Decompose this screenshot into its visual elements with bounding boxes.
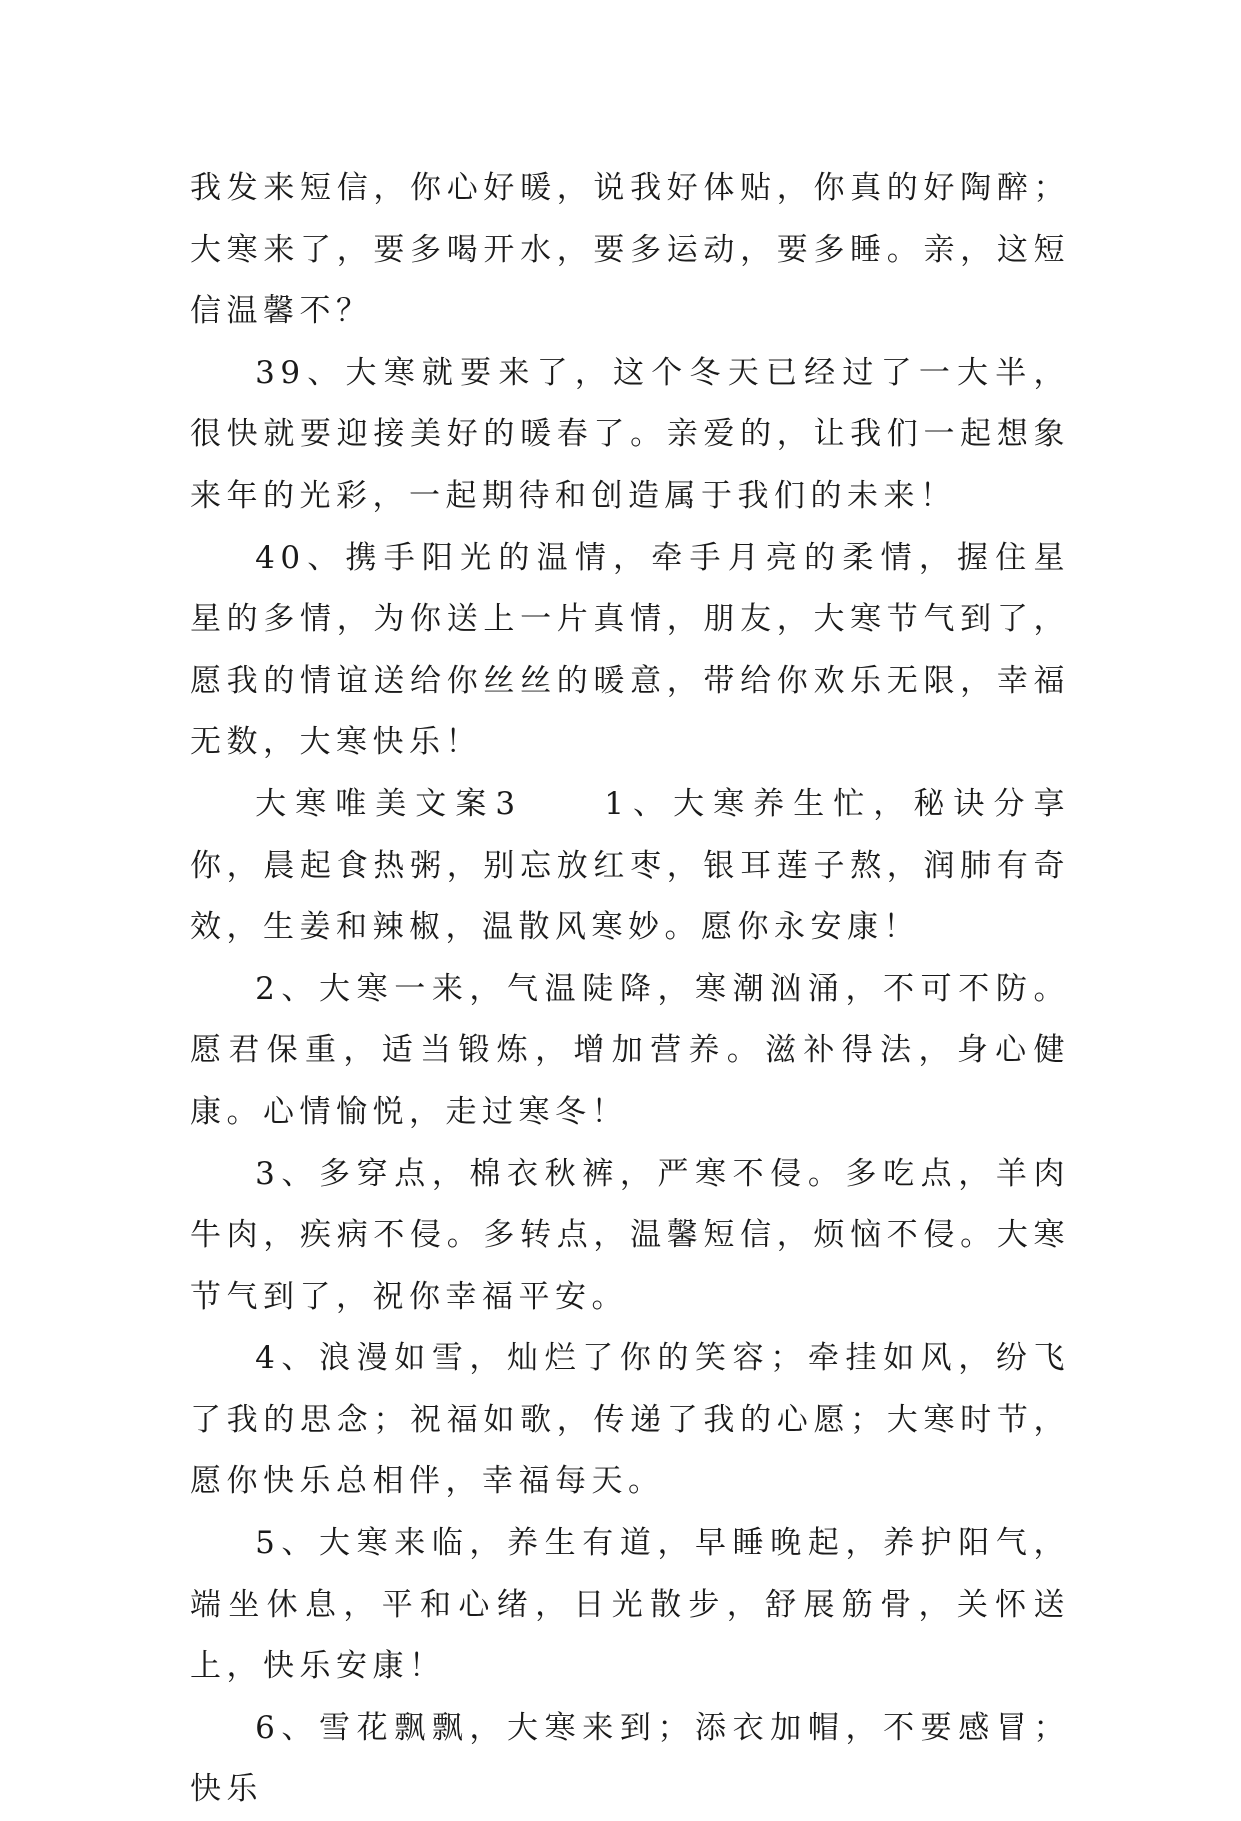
paragraph-message-text: 我发来短信，你心好暖，说我好体贴，你真的好陶醉；大寒来了，要多喝开水，要多运动，要多睡。亲，这短信温馨不？ [190,170,1070,330]
document-body [190,158,1070,1821]
paragraph-item-3: 3、多穿点，棉衣秋裤，严寒不侵。多吃点，羊肉牛肉，疾病不侵。多转点，温馨短信，烦恼不侵。大寒节气到了，祝你幸福平安。 [190,1155,1070,1315]
paragraph-section-3-item-1: 大寒唯美文案3 1、大寒养生忙，秘诀分享你，晨起食热粥，别忘放红枣，银耳莲子熬，润肺有奇效，生姜和辣椒，温散风寒妙。愿你永安康！ [190,785,1070,946]
paragraph-item-39: 39、大寒就要来了，这个冬天已经过了一大半，很快就要迎接美好的暖春了。亲爱的，让我们一起想象来年的光彩，一起期待和创造属于我们的未来！ [190,354,1070,514]
paragraph-item-5: 5、大寒来临，养生有道，早睡晚起，养护阳气，端坐休息，平和心绪，日光散步，舒展筋骨，关怀送上，快乐安康！ [190,1525,1070,1685]
paragraph-item-2: 2、大寒一来，气温陡降，寒潮汹涌，不可不防。愿君保重，适当锻炼，增加营养。滋补得法，身心健康。心情愉悦，走过寒冬！ [190,970,1070,1130]
paragraph-item-40: 40、携手阳光的温情，牵手月亮的柔情，握住星星的多情，为你送上一片真情，朋友，大寒节气到了，愿我的情谊送给你丝丝的暖意，带给你欢乐无限，幸福无数，大寒快乐！ [190,539,1070,761]
paragraph-item-6: 6、雪花飘飘，大寒来到；添衣加帽，不要感冒；快乐 [190,1709,1070,1808]
paragraph-item-4: 4、浪漫如雪，灿烂了你的笑容；牵挂如风，纷飞了我的思念；祝福如歌，传递了我的心愿；大寒时节，愿你快乐总相伴，幸福每天。 [190,1340,1070,1500]
